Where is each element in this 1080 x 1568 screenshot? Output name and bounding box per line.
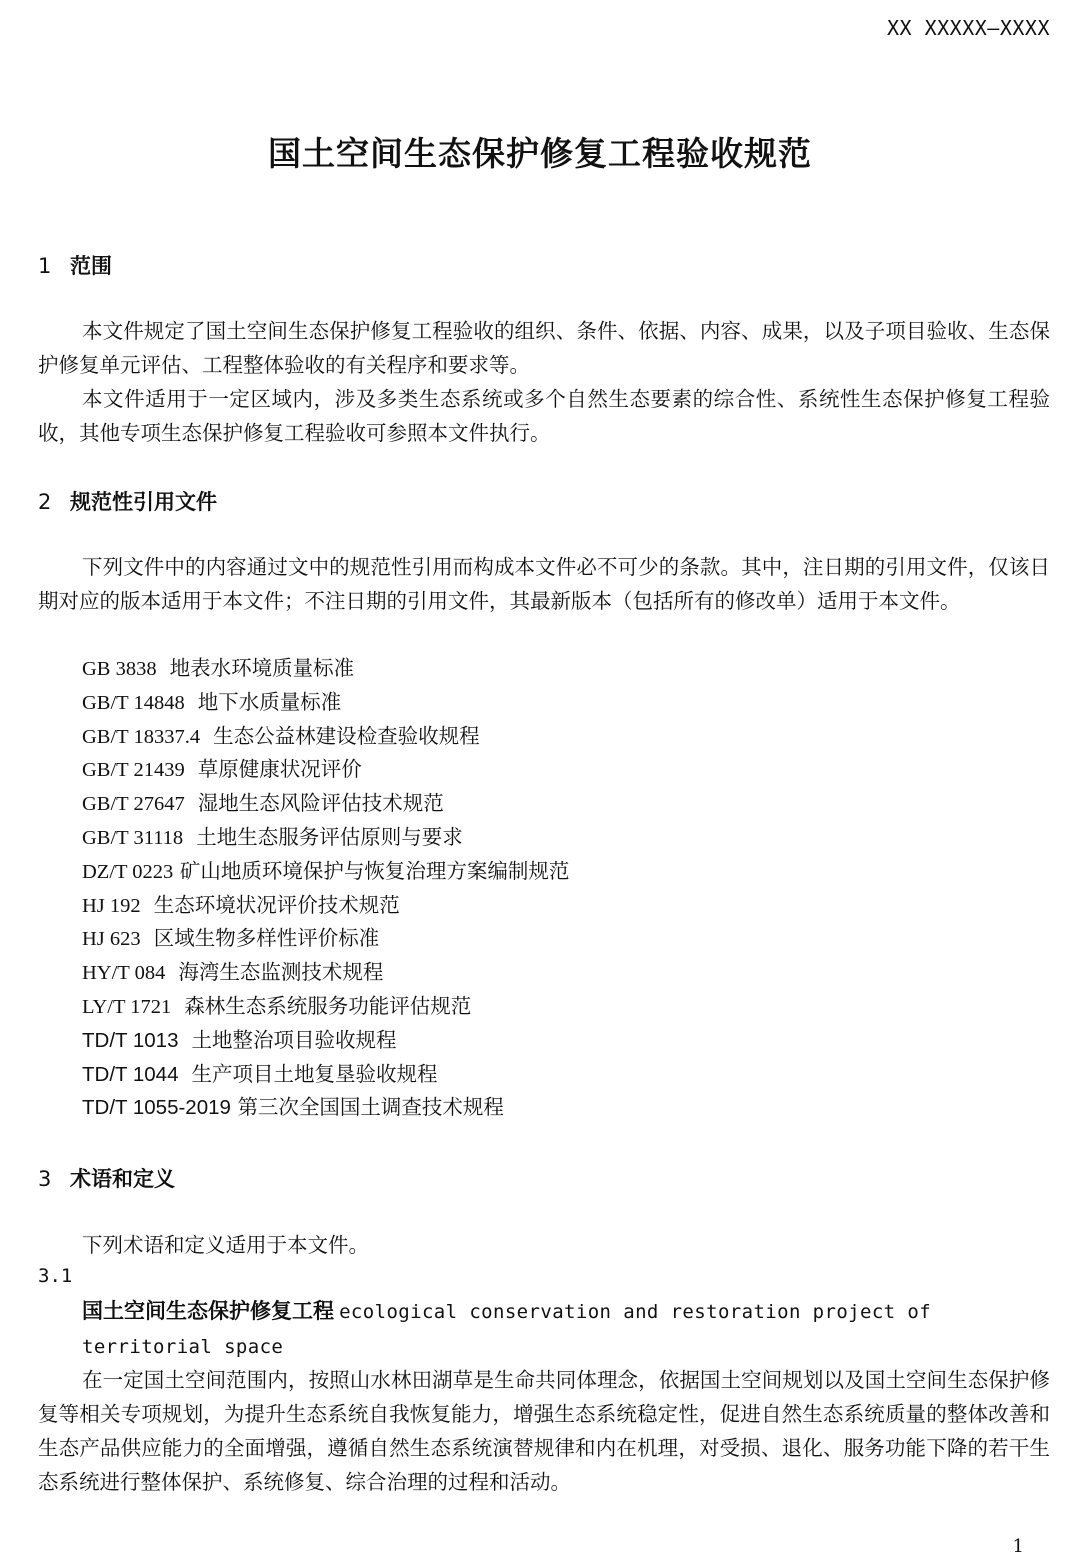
reference-title: 第三次全国国土调查技术规程	[237, 1095, 504, 1120]
reference-item	[82, 686, 569, 720]
reference-code: TD/T 1055-2019	[82, 1096, 231, 1120]
reference-code: GB/T 31118	[82, 826, 184, 849]
reference-code: GB/T 18337.4	[82, 725, 201, 748]
section-title: 规范性引用文件	[70, 490, 217, 514]
section-1-paragraph-1: 本文件规定了国土空间生态保护修复工程验收的组织、条件、依据、内容、成果，以及子项目验收、生态保护修复单元评估、工程整体验收的有关程序和要求等。	[38, 319, 1050, 377]
reference-code: GB/T 21439	[82, 759, 185, 782]
section-number: 3	[38, 1167, 52, 1191]
reference-title: 地下水质量标准	[197, 689, 342, 714]
document-title: 国土空间生态保护修复工程验收规范	[268, 134, 812, 173]
reference-item	[82, 990, 569, 1024]
section-1-paragraph-2: 本文件适用于一定区域内，涉及多类生态系统或多个自然生态要素的综合性、系统性生态保护修复工程验收，其他专项生态保护修复工程验收可参照本文件执行。	[38, 387, 1050, 445]
reference-list	[82, 652, 569, 1125]
reference-code: LY/T 1721	[82, 995, 172, 1018]
reference-item	[82, 1058, 569, 1092]
term-name-zh: 国土空间生态保护修复工程	[82, 1299, 334, 1323]
document-code: XX XXXXX—XXXX	[886, 16, 1050, 40]
reference-code: DZ/T 0223	[82, 860, 174, 883]
term-heading	[82, 1294, 1052, 1365]
reference-item	[82, 922, 569, 956]
reference-title: 矿山地质环境保护与恢复治理方案编制规范	[179, 858, 570, 883]
reference-code: TD/T 1013	[82, 1028, 179, 1052]
reference-title: 生产项目土地复垦验收规程	[191, 1061, 438, 1086]
reference-title: 湿地生态风险评估技术规范	[197, 791, 444, 816]
reference-title: 海湾生态监测技术规程	[178, 960, 384, 985]
reference-item	[82, 1024, 569, 1058]
reference-item	[82, 956, 569, 990]
reference-code: GB/T 14848	[82, 691, 185, 714]
reference-item	[82, 753, 569, 787]
reference-code: GB/T 27647	[82, 793, 185, 816]
term-name-en: ecological conservation and restoration project of territorial space	[82, 1301, 932, 1358]
section-1-heading	[38, 250, 112, 280]
reference-item	[82, 720, 569, 754]
reference-title: 生态公益林建设检查验收规程	[213, 723, 480, 748]
section-number: 1	[38, 254, 52, 278]
reference-item	[82, 787, 569, 821]
section-2-paragraph-1: 下列文件中的内容通过文中的规范性引用而构成本文件必不可少的条款。其中，注日期的引用文件，仅该日期对应的版本适用于本文件；不注日期的引用文件，其最新版本（包括所有的修改单）适用于本文件。	[38, 555, 1050, 613]
section-number: 2	[38, 490, 52, 514]
reference-item	[82, 1091, 569, 1125]
reference-code: GB 3838	[82, 658, 157, 680]
reference-title: 土地生态服务评估原则与要求	[196, 824, 463, 849]
reference-title: 生态环境状况评价技术规范	[153, 892, 400, 917]
reference-title: 区域生物多样性评价标准	[153, 926, 380, 951]
reference-code: HY/T 084	[82, 962, 166, 985]
reference-title: 土地整治项目验收规程	[191, 1027, 397, 1052]
reference-code: HJ 192	[82, 894, 141, 917]
reference-title: 森林生态系统服务功能评估规范	[184, 993, 472, 1018]
section-3-heading	[38, 1163, 175, 1193]
reference-item	[82, 652, 569, 686]
section-2-heading	[38, 486, 217, 516]
section-title: 术语和定义	[70, 1167, 175, 1191]
reference-item	[82, 889, 569, 923]
page-number: 1	[1012, 1536, 1024, 1557]
term-definition: 在一定国土空间范围内，按照山水林田湖草是生命共同体理念，依据国土空间规划以及国土空间生态保护修复等相关专项规划，为提升生态系统自我恢复能力，增强生态系统稳定性，促进自然生态系统质量的整体改善和生态产品供应能力的全面增强，遵循自然生态系统演替规律和内在机理，对受损、退化、服务功能下降的若干生态系统进行整体保护、系统修复、综合治理的过程和活动。	[38, 1368, 1050, 1494]
reference-title: 地表水环境质量标准	[169, 656, 355, 680]
reference-title: 草原健康状况评价	[197, 757, 362, 782]
reference-item	[82, 821, 569, 855]
reference-item	[82, 855, 569, 889]
reference-code: TD/T 1044	[82, 1062, 179, 1086]
section-3-paragraph-1: 下列术语和定义适用于本文件。	[82, 1233, 369, 1257]
section-title: 范围	[70, 254, 112, 278]
term-number: 3.1	[38, 1265, 73, 1287]
reference-code: HJ 623	[82, 928, 141, 951]
